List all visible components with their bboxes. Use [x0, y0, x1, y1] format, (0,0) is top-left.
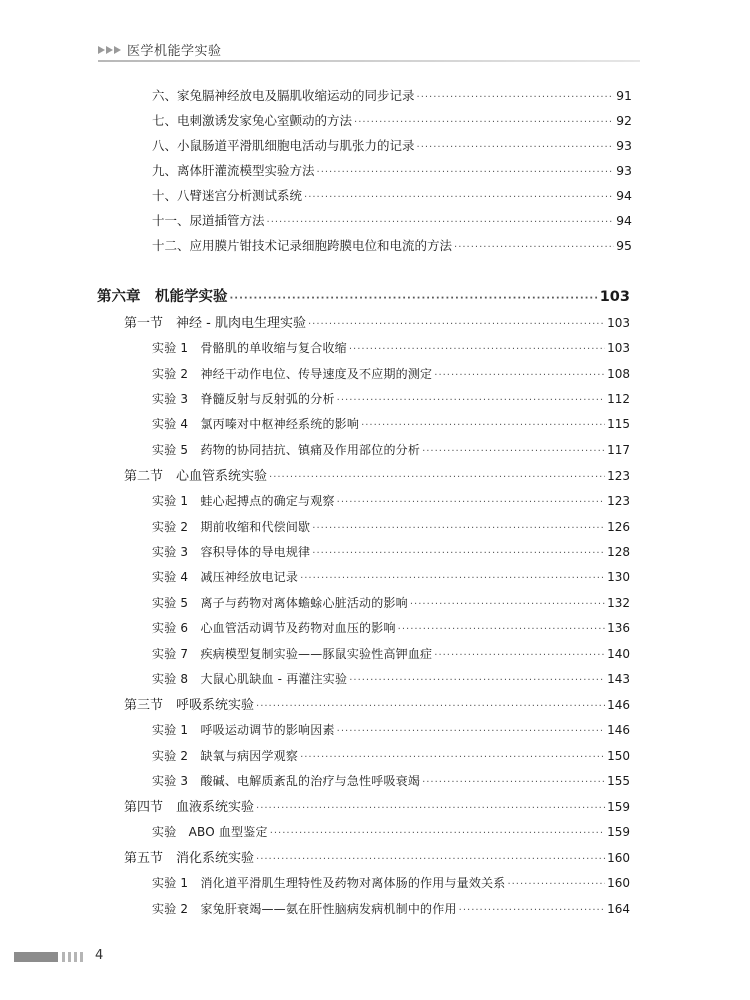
experiment-page: 108	[607, 367, 630, 381]
toc-entry-page: 95	[616, 238, 632, 253]
toc-experiment[interactable]	[152, 746, 630, 766]
experiment-page: 164	[607, 902, 630, 916]
experiment-title: 实验 1 消化道平滑肌生理特性及药物对离体肠的作用与量效关系	[152, 876, 506, 890]
dot-leader	[361, 416, 605, 436]
toc-section[interactable]	[124, 313, 630, 333]
dot-leader	[304, 188, 614, 208]
toc-entry-title: 八、小鼠肠道平滑肌细胞电活动与肌张力的记录	[152, 138, 415, 153]
dot-leader	[354, 113, 614, 133]
dot-leader	[267, 213, 615, 233]
toc-entry[interactable]	[152, 211, 632, 231]
toc-experiment[interactable]	[152, 389, 630, 409]
toc-entry-page: 94	[616, 188, 632, 203]
experiment-page: 132	[607, 596, 630, 610]
toc-experiment[interactable]	[152, 644, 630, 664]
experiment-title: 实验 3 容积导体的导电规律	[152, 545, 311, 559]
experiment-title: 实验 4 氯丙嗪对中枢神经系统的影响	[152, 417, 360, 431]
toc-entry-page: 94	[616, 213, 632, 228]
toc-entry-title: 七、电刺激诱发家兔心室颤动的方法	[152, 113, 353, 128]
dot-leader	[337, 391, 605, 411]
experiment-title: 实验 1 呼吸运动调节的影响因素	[152, 723, 335, 737]
experiment-title: 实验 4 减压神经放电记录	[152, 570, 299, 584]
dot-leader	[410, 595, 605, 615]
dot-leader	[417, 138, 615, 158]
section-page: 160	[607, 851, 630, 865]
toc-entry[interactable]	[152, 161, 632, 181]
section-title: 第二节 心血管系统实验	[124, 469, 268, 484]
dot-leader	[337, 493, 605, 513]
footer-ticks	[62, 952, 83, 962]
toc-experiment[interactable]	[152, 517, 630, 537]
dot-leader	[256, 799, 605, 819]
toc-entry-page: 93	[616, 163, 632, 178]
toc-experiment[interactable]	[152, 364, 630, 384]
toc-entry-title: 十一、尿道插管方法	[152, 213, 265, 228]
experiment-page: 115	[607, 417, 630, 431]
toc-section[interactable]	[124, 466, 630, 486]
toc-experiment[interactable]	[152, 822, 630, 842]
experiment-page: 117	[607, 443, 630, 457]
chapter-title: 第六章 机能学实验	[97, 289, 228, 305]
section-page: 146	[607, 698, 630, 712]
section-page: 103	[607, 316, 630, 330]
section-title: 第三节 呼吸系统实验	[124, 698, 255, 713]
dot-leader	[300, 569, 605, 589]
toc-entry[interactable]	[152, 186, 632, 206]
triple-arrow-icon	[98, 46, 121, 54]
section-title: 第一节 神经 - 肌肉电生理实验	[124, 316, 306, 331]
toc-experiment[interactable]	[152, 873, 630, 893]
running-header	[98, 40, 222, 59]
dot-leader	[507, 875, 605, 895]
experiment-title: 实验 2 缺氧与病因学观察	[152, 749, 299, 763]
experiment-title: 实验 8 大鼠心肌缺血 - 再灌注实验	[152, 672, 348, 686]
dot-leader	[256, 850, 605, 870]
toc-experiment[interactable]	[152, 567, 630, 587]
dot-leader	[308, 315, 605, 335]
experiment-page: 155	[607, 774, 630, 788]
footer-bar	[14, 952, 58, 962]
toc-experiment[interactable]	[152, 440, 630, 460]
toc-entry-page: 93	[616, 138, 632, 153]
experiment-title: 实验 7 疾病模型复制实验——豚鼠实验性高钾血症	[152, 647, 433, 661]
dot-leader	[422, 773, 605, 793]
toc-experiment[interactable]	[152, 542, 630, 562]
experiment-page: 146	[607, 723, 630, 737]
experiment-page: 123	[607, 494, 630, 508]
toc-entry-page: 91	[616, 88, 632, 103]
toc-experiment[interactable]	[152, 771, 630, 791]
experiment-page: 159	[607, 825, 630, 839]
dot-leader	[312, 519, 605, 539]
experiment-title: 实验 5 药物的协同拮抗、镇痛及作用部位的分析	[152, 443, 421, 457]
dot-leader	[454, 238, 614, 258]
dot-leader	[317, 163, 615, 183]
experiment-title: 实验 ABO 血型鉴定	[152, 825, 268, 839]
experiment-page: 140	[607, 647, 630, 661]
toc-entry[interactable]	[152, 111, 632, 131]
toc-experiment[interactable]	[152, 338, 630, 358]
dot-leader	[269, 468, 605, 488]
experiment-title: 实验 3 脊髓反射与反射弧的分析	[152, 392, 335, 406]
toc-entry-title: 十二、应用膜片钳技术记录细胞跨膜电位和电流的方法	[152, 238, 453, 253]
chapter-page: 103	[599, 289, 630, 305]
toc-experiment[interactable]	[152, 720, 630, 740]
dot-leader	[459, 901, 605, 921]
section-title: 第四节 血液系统实验	[124, 800, 255, 815]
dot-leader	[300, 748, 605, 768]
dot-leader	[349, 671, 605, 691]
toc-experiment[interactable]	[152, 491, 630, 511]
dot-leader	[337, 722, 605, 742]
experiment-title: 实验 5 离子与药物对离体蟾蜍心脏活动的影响	[152, 596, 408, 610]
experiment-page: 150	[607, 749, 630, 763]
toc-experiment[interactable]	[152, 618, 630, 638]
dot-leader	[434, 646, 605, 666]
experiment-page: 130	[607, 570, 630, 584]
book-title: 医学机能学实验	[127, 44, 222, 59]
experiment-title: 实验 1 蛙心起搏点的确定与观察	[152, 494, 335, 508]
experiment-title: 实验 2 神经干动作电位、传导速度及不应期的测定	[152, 367, 433, 381]
experiment-page: 160	[607, 876, 630, 890]
experiment-page: 128	[607, 545, 630, 559]
page-number: 4	[95, 948, 104, 963]
section-title: 第五节 消化系统实验	[124, 851, 255, 866]
toc-experiment[interactable]	[152, 593, 630, 613]
experiment-page: 143	[607, 672, 630, 686]
toc-experiment[interactable]	[152, 414, 630, 434]
experiment-title: 实验 3 酸碱、电解质紊乱的治疗与急性呼吸衰竭	[152, 774, 421, 788]
dot-leader	[349, 340, 605, 360]
dot-leader	[230, 289, 598, 309]
toc-section[interactable]	[124, 797, 630, 817]
experiment-title: 实验 1 骨骼肌的单收缩与复合收缩	[152, 341, 347, 355]
dot-leader	[398, 620, 605, 640]
experiment-title: 实验 2 期前收缩和代偿间歇	[152, 520, 311, 534]
toc-experiment[interactable]	[152, 899, 630, 919]
toc-entry[interactable]	[152, 136, 632, 156]
dot-leader	[422, 442, 605, 462]
experiment-title: 实验 6 心血管活动调节及药物对血压的影响	[152, 621, 396, 635]
toc-entry-title: 六、家兔膈神经放电及膈肌收缩运动的同步记录	[152, 88, 415, 103]
section-page: 159	[607, 800, 630, 814]
toc-section[interactable]	[124, 695, 630, 715]
toc-section[interactable]	[124, 848, 630, 868]
dot-leader	[312, 544, 605, 564]
dot-leader	[270, 824, 605, 844]
toc-chapter[interactable]	[97, 287, 630, 307]
toc-entry-title: 十、八臂迷宫分析测试系统	[152, 188, 303, 203]
experiment-page: 136	[607, 621, 630, 635]
toc-entry-title: 九、离体肝灌流模型实验方法	[152, 163, 315, 178]
experiment-page: 126	[607, 520, 630, 534]
dot-leader	[434, 366, 605, 386]
toc-entry[interactable]	[152, 236, 632, 256]
experiment-title: 实验 2 家兔肝衰竭——氨在肝性脑病发病机制中的作用	[152, 902, 457, 916]
toc-experiment[interactable]	[152, 669, 630, 689]
experiment-page: 112	[607, 392, 630, 406]
section-page: 123	[607, 469, 630, 483]
experiment-page: 103	[607, 341, 630, 355]
dot-leader	[417, 88, 615, 108]
header-rule	[98, 60, 640, 62]
dot-leader	[256, 697, 605, 717]
toc-entry-page: 92	[616, 113, 632, 128]
toc-entry[interactable]	[152, 86, 632, 106]
